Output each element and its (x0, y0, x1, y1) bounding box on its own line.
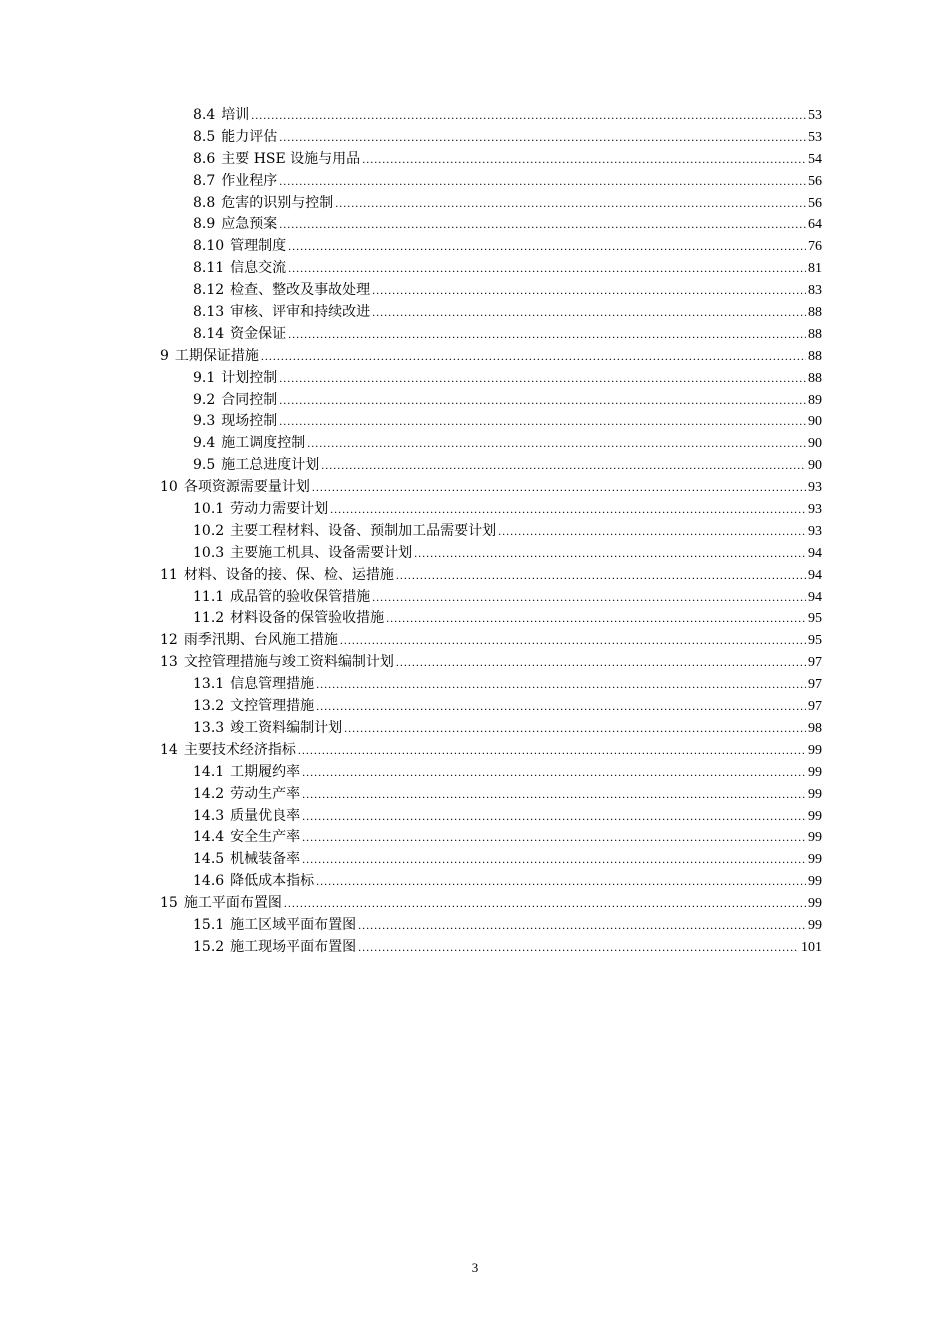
dot-leader (298, 740, 806, 762)
dot-leader (340, 630, 806, 652)
toc-entry[interactable] (160, 214, 822, 236)
dot-leader (302, 784, 806, 806)
toc-entry-page: 99 (808, 742, 822, 758)
toc-entry-title: 主要施工机具、设备需要计划 (230, 544, 413, 561)
toc-entry-number: 8.11 (193, 260, 225, 277)
toc-entry-title: 危害的识别与控制 (221, 194, 334, 211)
toc-entry-title: 机械装备率 (230, 851, 301, 868)
toc-entry-page: 89 (808, 392, 822, 408)
dot-leader (288, 258, 806, 280)
dot-leader (279, 127, 806, 149)
toc-entry[interactable] (160, 871, 822, 893)
toc-entry-title: 质量优良率 (230, 807, 301, 824)
toc-entry[interactable] (160, 608, 822, 630)
dot-leader (316, 674, 806, 696)
toc-entry[interactable] (160, 587, 822, 609)
toc-entry-title: 材料、设备的接、保、检、运措施 (183, 566, 394, 583)
toc-entry-number: 11 (160, 566, 178, 583)
table-of-contents (160, 105, 822, 959)
toc-entry-title: 文控管理措施 (230, 698, 315, 715)
dot-leader (396, 565, 806, 587)
toc-entry-number: 8.9 (193, 216, 216, 233)
toc-entry-number: 9.1 (193, 369, 216, 386)
toc-entry-number: 10.3 (193, 544, 225, 561)
toc-entry-title: 施工总进度计划 (221, 457, 320, 474)
toc-entry-number: 11.1 (193, 588, 225, 605)
dot-leader (316, 871, 806, 893)
toc-entry-number: 13.3 (193, 719, 225, 736)
toc-entry-title: 劳动生产率 (230, 785, 301, 802)
toc-entry-title: 信息交流 (230, 260, 287, 277)
toc-entry-number: 13.2 (193, 698, 225, 715)
toc-entry-number: 14.4 (193, 829, 225, 846)
dot-leader (251, 105, 806, 127)
toc-entry-number: 10 (160, 479, 178, 496)
toc-entry-number: 9.3 (193, 413, 216, 430)
toc-entry[interactable] (160, 740, 822, 762)
toc-entry-page: 99 (808, 830, 822, 846)
toc-entry-page: 90 (808, 458, 822, 474)
toc-entry-title: 文控管理措施与竣工资料编制计划 (183, 654, 394, 671)
toc-entry[interactable] (160, 652, 822, 674)
dot-leader (372, 280, 806, 302)
toc-entry[interactable] (160, 236, 822, 258)
toc-entry-number: 12 (160, 632, 178, 649)
toc-entry[interactable] (160, 171, 822, 193)
toc-entry-page: 94 (808, 545, 822, 561)
toc-entry-number: 9.2 (193, 391, 216, 408)
dot-leader (344, 718, 806, 740)
toc-entry-page: 99 (808, 852, 822, 868)
dot-leader (316, 696, 806, 718)
toc-entry-page: 88 (808, 305, 822, 321)
toc-entry-number: 13.1 (193, 676, 225, 693)
toc-entry-number: 11.2 (193, 610, 225, 627)
dot-leader (335, 193, 806, 215)
toc-entry-title: 审核、评审和持续改进 (230, 304, 371, 321)
toc-entry[interactable] (160, 893, 822, 915)
toc-entry[interactable] (160, 477, 822, 499)
toc-entry-page: 56 (808, 173, 822, 189)
toc-entry-title: 作业程序 (221, 172, 278, 189)
toc-entry-title: 工期保证措施 (174, 347, 259, 364)
toc-entry-page: 56 (808, 195, 822, 211)
toc-entry-title: 检查、整改及事故处理 (230, 282, 371, 299)
toc-entry-page: 88 (808, 348, 822, 364)
dot-leader (302, 762, 806, 784)
toc-entry-page: 101 (801, 939, 822, 955)
toc-entry-page: 94 (808, 567, 822, 583)
toc-entry[interactable] (160, 521, 822, 543)
toc-entry-number: 14.3 (193, 807, 225, 824)
toc-entry[interactable] (160, 127, 822, 149)
toc-entry-page: 99 (808, 764, 822, 780)
toc-entry-title: 竣工资料编制计划 (230, 719, 343, 736)
dot-leader (330, 499, 806, 521)
toc-entry[interactable] (160, 324, 822, 346)
toc-entry-page: 98 (808, 720, 822, 736)
toc-entry-page: 99 (808, 874, 822, 890)
toc-entry-title: 合同控制 (221, 391, 278, 408)
toc-entry[interactable] (160, 105, 822, 127)
toc-entry[interactable] (160, 565, 822, 587)
toc-entry[interactable] (160, 455, 822, 477)
dot-leader (372, 587, 806, 609)
toc-entry-number: 10.2 (193, 522, 225, 539)
toc-entry-page: 97 (808, 677, 822, 693)
toc-entry-page: 88 (808, 370, 822, 386)
dot-leader (288, 324, 806, 346)
toc-entry-number: 14.2 (193, 785, 225, 802)
toc-entry-page: 99 (808, 808, 822, 824)
dot-leader (414, 543, 806, 565)
toc-entry-number: 8.8 (193, 194, 216, 211)
dot-leader (261, 346, 806, 368)
toc-entry-number: 8.13 (193, 304, 225, 321)
dot-leader (288, 236, 806, 258)
toc-entry-page: 81 (808, 261, 822, 277)
toc-entry-title: 材料设备的保管验收措施 (230, 610, 385, 627)
toc-entry-page: 90 (808, 436, 822, 452)
toc-entry-number: 8.14 (193, 325, 225, 342)
toc-entry-title: 能力评估 (221, 128, 278, 145)
dot-leader (279, 411, 806, 433)
toc-entry-title: 现场控制 (221, 413, 278, 430)
toc-entry-page: 93 (808, 502, 822, 518)
dot-leader (302, 806, 806, 828)
toc-entry-number: 14 (160, 741, 178, 758)
toc-entry[interactable] (160, 346, 822, 368)
toc-entry[interactable] (160, 762, 822, 784)
toc-entry[interactable] (160, 193, 822, 215)
toc-entry-number: 8.7 (193, 172, 216, 189)
toc-entry-title: 施工平面布置图 (183, 895, 282, 912)
dot-leader (302, 849, 806, 871)
toc-entry[interactable] (160, 630, 822, 652)
toc-entry-page: 97 (808, 699, 822, 715)
toc-entry[interactable] (160, 302, 822, 324)
toc-entry-title: 主要 HSE 设施与用品 (221, 150, 361, 167)
dot-leader (302, 827, 806, 849)
toc-entry-number: 8.6 (193, 150, 216, 167)
toc-entry-page: 93 (808, 523, 822, 539)
dot-leader (396, 652, 806, 674)
toc-entry[interactable] (160, 718, 822, 740)
toc-entry-title: 应急预案 (221, 216, 278, 233)
dot-leader (358, 937, 799, 959)
toc-entry[interactable] (160, 806, 822, 828)
toc-entry-number: 9.4 (193, 435, 216, 452)
toc-entry-title: 计划控制 (221, 369, 278, 386)
toc-entry[interactable] (160, 937, 822, 959)
toc-entry[interactable] (160, 280, 822, 302)
toc-entry-title: 劳动力需要计划 (230, 501, 329, 518)
toc-entry-page: 64 (808, 217, 822, 233)
toc-entry[interactable] (160, 784, 822, 806)
toc-entry-page: 76 (808, 239, 822, 255)
toc-entry[interactable] (160, 827, 822, 849)
toc-entry[interactable] (160, 674, 822, 696)
toc-entry-number: 9.5 (193, 457, 216, 474)
dot-leader (358, 915, 806, 937)
toc-entry-page: 88 (808, 326, 822, 342)
toc-entry[interactable] (160, 368, 822, 390)
dot-leader (312, 477, 806, 499)
toc-entry-page: 97 (808, 655, 822, 671)
dot-leader (279, 368, 806, 390)
toc-entry-title: 雨季汛期、台风施工措施 (183, 632, 338, 649)
dot-leader (279, 390, 806, 412)
toc-entry[interactable] (160, 411, 822, 433)
toc-entry-number: 10.1 (193, 501, 225, 518)
toc-entry-page: 83 (808, 283, 822, 299)
toc-entry[interactable] (160, 390, 822, 412)
toc-entry-number: 15 (160, 895, 178, 912)
dot-leader (279, 214, 806, 236)
dot-leader (321, 455, 806, 477)
dot-leader (279, 171, 806, 193)
toc-entry-page: 53 (808, 108, 822, 123)
toc-entry-number: 9 (160, 347, 169, 364)
page-number: 3 (471, 1260, 479, 1275)
toc-entry-number: 15.2 (193, 938, 225, 955)
toc-entry-title: 信息管理措施 (230, 676, 315, 693)
toc-entry-page: 99 (808, 917, 822, 933)
toc-entry[interactable] (160, 433, 822, 455)
toc-entry-number: 8.4 (193, 107, 216, 123)
dot-leader (284, 893, 806, 915)
toc-entry-page: 95 (808, 611, 822, 627)
toc-entry-number: 15.1 (193, 916, 225, 933)
toc-entry-page: 53 (808, 129, 822, 145)
toc-entry-page: 90 (808, 414, 822, 430)
dot-leader (372, 302, 806, 324)
toc-entry[interactable] (160, 499, 822, 521)
toc-entry[interactable] (160, 915, 822, 937)
dot-leader (386, 608, 806, 630)
dot-leader (362, 149, 806, 171)
toc-entry-page: 95 (808, 633, 822, 649)
dot-leader (307, 433, 806, 455)
toc-entry-title: 施工现场平面布置图 (230, 938, 357, 955)
toc-entry-number: 14.1 (193, 763, 225, 780)
toc-entry-number: 8.12 (193, 282, 225, 299)
toc-entry-title: 施工区域平面布置图 (230, 916, 357, 933)
toc-entry-title: 资金保证 (230, 325, 287, 342)
toc-entry-title: 成品管的验收保管措施 (230, 588, 371, 605)
toc-entry-page: 54 (808, 151, 822, 167)
toc-entry-title: 施工调度控制 (221, 435, 306, 452)
toc-entry-page: 93 (808, 480, 822, 496)
toc-entry-number: 13 (160, 654, 178, 671)
toc-entry-page: 99 (808, 896, 822, 912)
toc-entry[interactable] (160, 696, 822, 718)
toc-entry-page: 94 (808, 589, 822, 605)
toc-entry-page: 99 (808, 786, 822, 802)
toc-entry-title: 主要工程材料、设备、预制加工品需要计划 (230, 522, 497, 539)
toc-entry-title: 降低成本指标 (230, 873, 315, 890)
toc-entry-number: 8.5 (193, 128, 216, 145)
toc-entry[interactable] (160, 258, 822, 280)
toc-entry-title: 工期履约率 (230, 763, 301, 780)
toc-entry-title: 培训 (221, 107, 250, 123)
toc-entry-title: 主要技术经济指标 (183, 741, 296, 758)
toc-entry-title: 安全生产率 (230, 829, 301, 846)
dot-leader (498, 521, 806, 543)
toc-entry-title: 各项资源需要量计划 (183, 479, 310, 496)
toc-entry-number: 8.10 (193, 238, 225, 255)
toc-entry-title: 管理制度 (230, 238, 287, 255)
toc-entry[interactable] (160, 543, 822, 565)
toc-entry-number: 14.5 (193, 851, 225, 868)
toc-entry[interactable] (160, 849, 822, 871)
toc-entry[interactable] (160, 149, 822, 171)
toc-entry-number: 14.6 (193, 873, 225, 890)
